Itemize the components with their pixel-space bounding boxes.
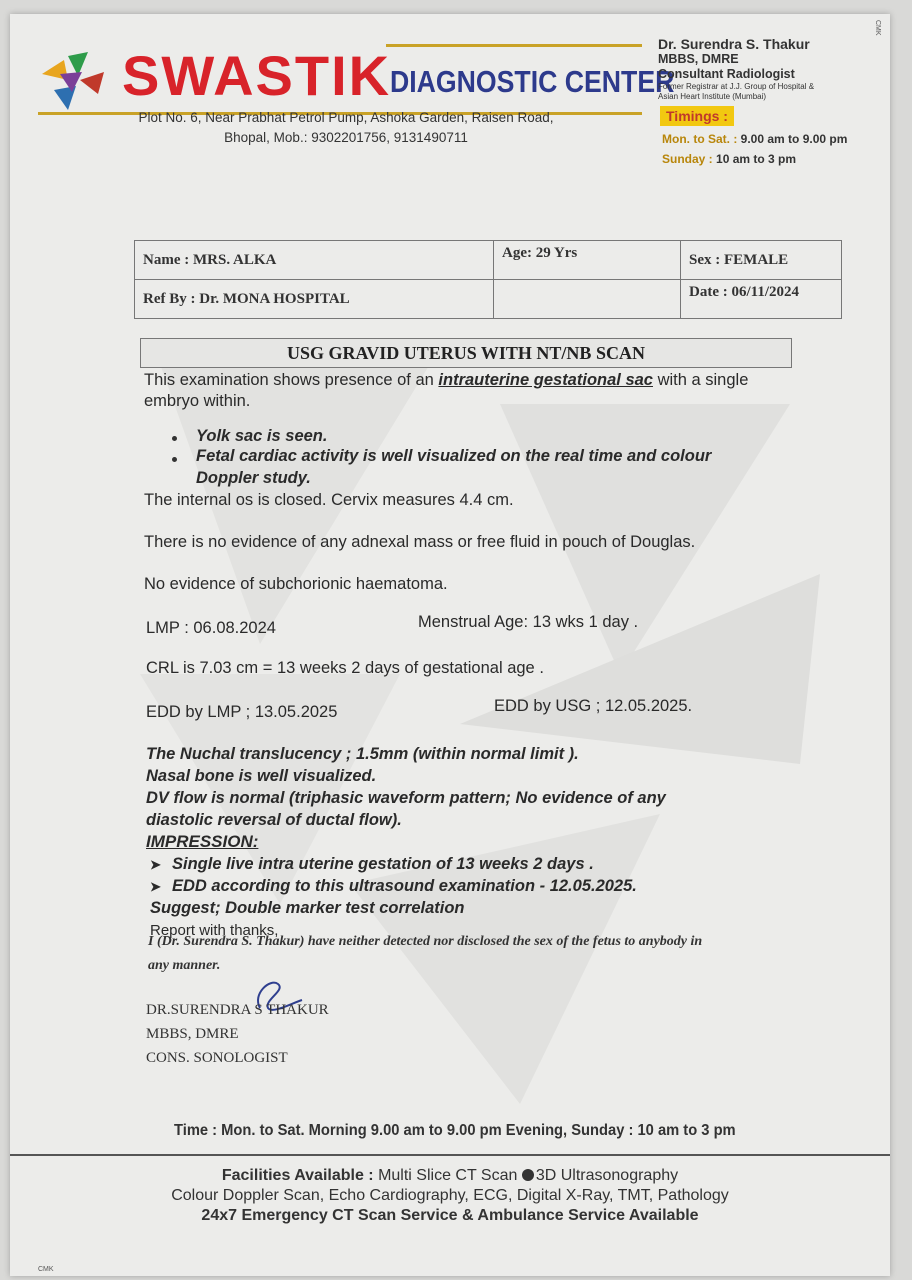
suggestion: Suggest; Double marker test correlation [150, 899, 465, 917]
footer-divider [10, 1154, 890, 1156]
menstrual-age: Menstrual Age: 13 wks 1 day . [418, 613, 639, 631]
timing-sunday-label: Sunday : [662, 152, 713, 166]
facilities-line-1 [130, 1166, 770, 1186]
timing-weekday-value: 9.00 am to 9.00 pm [740, 132, 848, 146]
report-date: Date : 06/11/2024 [681, 280, 842, 319]
adnexal-finding: There is no evidence of any adnexal mass or free fluid in pouch of Douglas. [144, 533, 696, 551]
bullet-dot-icon [172, 436, 177, 441]
empty-cell [494, 280, 681, 319]
finding-cardiac-line-1: Fetal cardiac activity is well visualized on the real time and colour [196, 447, 712, 465]
facilities-item-b: 3D Ultrasonography [535, 1167, 679, 1184]
patient-sex: Sex : FEMALE [681, 241, 842, 280]
intro-text-post: with a single embryo within. [144, 371, 749, 410]
address-line-1: Plot No. 6, Near Prabhat Petrol Pump, Ashoka Garden, Raisen Road, [138, 110, 554, 125]
report-thanks: Report with thanks, [150, 922, 279, 939]
facilities-item-a: Multi Slice CT Scan [373, 1167, 522, 1184]
sex-determination-disclaimer [148, 930, 818, 978]
dv-flow-line-2: diastolic reversal of ductal flow). [146, 811, 402, 829]
bullet-dot-icon [522, 1169, 534, 1181]
impression-text-1: Single live intra uterine gestation of 13 weeks 2 days . [172, 855, 594, 873]
report-title: USG GRAVID UTERUS WITH NT/NB SCAN [140, 338, 792, 368]
arrow-bullet-icon: ➤ [150, 879, 161, 894]
impression-item-1 [150, 854, 594, 875]
finding-yolk-sac: Yolk sac is seen. [196, 427, 328, 445]
doctor-former-2: Asian Heart Institute (Mumbai) [658, 92, 767, 101]
bullet-dot-icon [172, 457, 177, 462]
print-mark-top: CMK [874, 20, 881, 36]
brand-name: SWASTIK [122, 44, 392, 107]
address-line-2: Bhopal, Mob.: 9302201756, 9131490711 [224, 130, 468, 145]
signatory-qualification: MBBS, DMRE [146, 1026, 239, 1042]
cervix-finding: The internal os is closed. Cervix measures 4.4 cm. [144, 491, 514, 509]
nt-finding: The Nuchal translucency ; 1.5mm (within normal limit ). [146, 745, 579, 763]
patient-name: Name : MRS. ALKA [135, 241, 494, 280]
crl-measurement: CRL is 7.03 cm = 13 weeks 2 days of gestational age . [146, 659, 544, 677]
nasal-bone-finding: Nasal bone is well visualized. [146, 767, 377, 785]
print-mark-bottom: CMK [38, 1266, 54, 1273]
lmp-value: LMP : 06.08.2024 [146, 619, 276, 637]
timings-label: Timings : [660, 106, 734, 126]
patient-info-table [134, 240, 842, 319]
doctor-role: Consultant Radiologist [658, 67, 795, 81]
emergency-service: 24x7 Emergency CT Scan Service & Ambulance Service Available [201, 1207, 699, 1224]
signatory-block [146, 998, 329, 1070]
timing-sunday [662, 152, 796, 166]
header-gold-rule [386, 44, 642, 47]
facilities-line-2: Colour Doppler Scan, Echo Cardiography, ECG, Digital X-Ray, TMT, Pathology [171, 1187, 729, 1204]
brand-subtitle: DIAGNOSTIC CENTER [390, 64, 675, 99]
timing-weekday [662, 132, 847, 146]
dv-flow-line-1: DV flow is normal (triphasic waveform pattern; No evidence of any [146, 789, 666, 807]
signatory-role: CONS. SONOLOGIST [146, 1050, 288, 1066]
disclaimer-line-2: any manner. [148, 958, 221, 973]
patient-age: Age: 29 Yrs [494, 241, 681, 280]
finding-cardiac-line-2: Doppler study. [196, 469, 311, 487]
edd-by-usg: EDD by USG ; 12.05.2025. [494, 697, 693, 715]
swastik-logo-icon [38, 50, 108, 112]
intro-emphasis: intrauterine gestational sac [438, 371, 653, 389]
facilities-block [130, 1166, 770, 1226]
footer-timings: Time : Mon. to Sat. Morning 9.00 am to 9.00 pm Evening, Sunday : 10 am to 3 pm [174, 1122, 736, 1139]
center-address [116, 108, 576, 148]
edd-by-lmp: EDD by LMP ; 13.05.2025 [146, 703, 338, 721]
timing-weekday-label: Mon. to Sat. : [662, 132, 738, 146]
arrow-bullet-icon: ➤ [150, 857, 161, 872]
doctor-qualification: MBBS, DMRE [658, 52, 739, 66]
doctor-name: Dr. Surendra S. Thakur [658, 36, 810, 52]
timing-sunday-value: 10 am to 3 pm [716, 152, 797, 166]
impression-heading: IMPRESSION: [146, 832, 259, 851]
facilities-label: Facilities Available : [221, 1167, 374, 1184]
intro-text-pre: This examination shows presence of an [144, 371, 439, 389]
disclaimer-line-1: I (Dr. Surendra S. Thakur) have neither detected nor disclosed the sex of the fetus to anybody in [148, 934, 703, 949]
doctor-former-1: Former Registrar at J.J. Group of Hospital & [658, 82, 815, 91]
impression-text-2: EDD according to this ultrasound examination - 12.05.2025. [172, 877, 637, 895]
referred-by: Ref By : Dr. MONA HOSPITAL [135, 280, 494, 319]
report-page [10, 14, 890, 1276]
report-intro [144, 370, 804, 412]
doctor-info [658, 36, 883, 102]
signatory-name: DR.SURENDRA S THAKUR [146, 1002, 329, 1018]
subchorionic-finding: No evidence of subchorionic haematoma. [144, 575, 448, 593]
impression-item-2 [150, 876, 637, 897]
